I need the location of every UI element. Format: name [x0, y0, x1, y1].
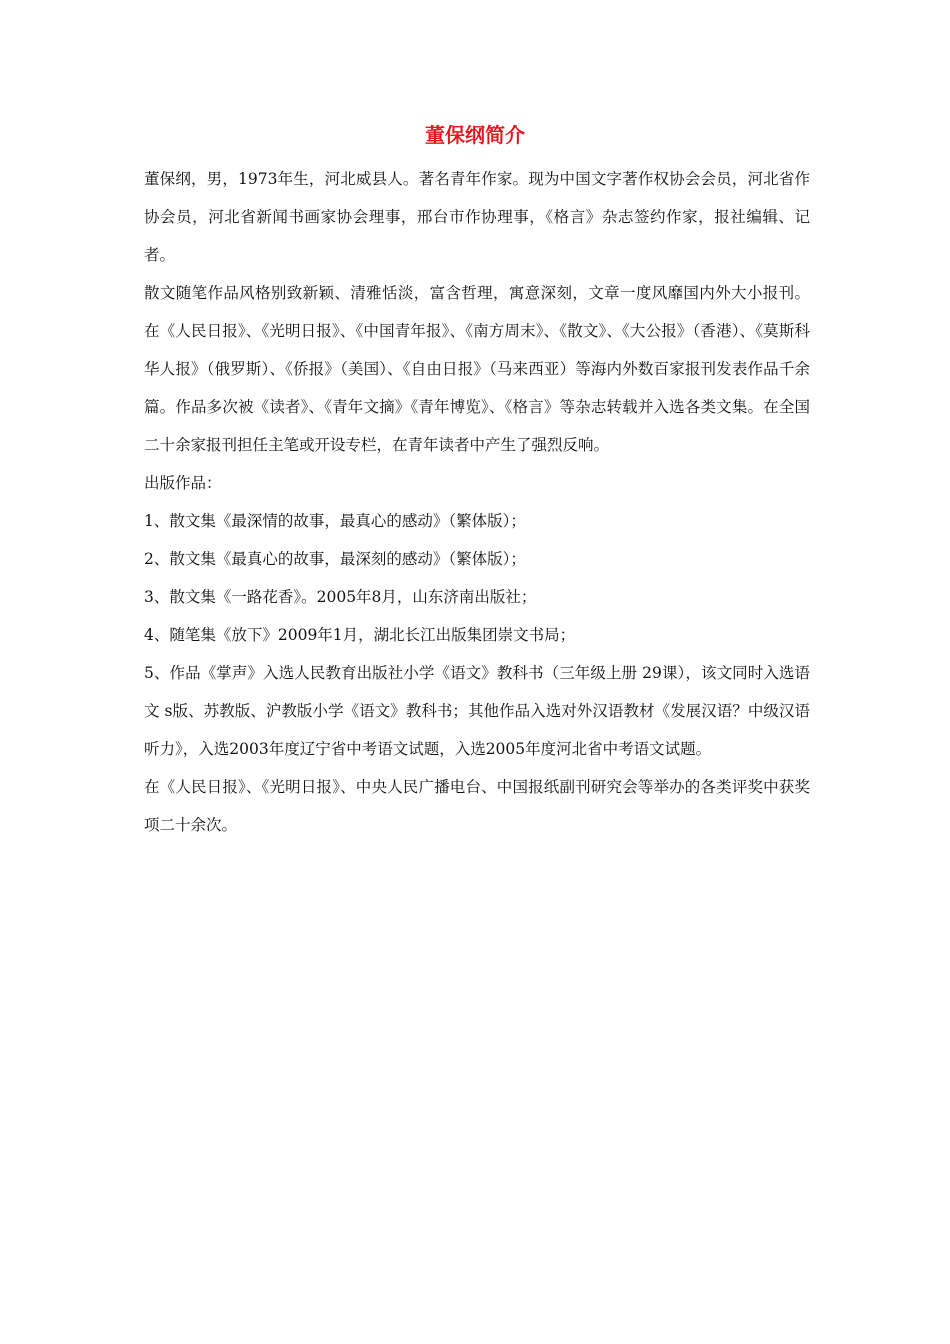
- list-item-publication-3: 3、散文集《一路花香》。2005年8月，山东济南出版社；: [144, 588, 537, 606]
- paragraph-intro: 董保纲，男，1973年生，河北威县人。著名青年作家。现为中国文字著作权协会会员，河北省作协会员，河北省新闻书画家协会理事，邢台市作协理事，《格言》杂志签约作家，报社编辑、记者。: [144, 170, 810, 264]
- list-item-publication-1: 1、散文集《最深情的故事，最真心的感动》（繁体版）；: [144, 512, 526, 530]
- document-body: [144, 160, 810, 844]
- list-item-publication-2: 2、散文集《最真心的故事，最深刻的感动》（繁体版）；: [144, 550, 526, 568]
- paragraph-awards: 在《人民日报》、《光明日报》、中央人民广播电台、中国报纸副刊研究会等举办的各类评奖中获奖项二十余次。: [144, 778, 810, 834]
- paragraph-style: 散文随笔作品风格别致新颖、清雅恬淡，富含哲理，寓意深刻，文章一度风靡国内外大小报刊。在《人民日报》、《光明日报》、《中国青年报》、《南方周末》、《散文》、《大公报》（香港）、《莫斯科华人报》（俄罗斯）、《侨报》（美国）、《自由日报》（马来西亚）等海内外数百家报刊发表作品千余篇。作品多次被《读者》、《青年文摘》《青年博览》、《格言》等杂志转载并入选各类文集。在全国二十余家报刊担任主笔或开设专栏，在青年读者中产生了强烈反响。: [144, 284, 810, 454]
- list-item-publication-4: 4、随笔集《放下》2009年1月，湖北长江出版集团崇文书局；: [144, 626, 576, 644]
- paragraph-publications-heading: 出版作品：: [144, 474, 222, 492]
- document-title: 董保纲简介: [425, 123, 525, 147]
- list-item-publication-5: 5、作品《掌声》入选人民教育出版社小学《语文》教科书（三年级上册 29课），该文同时入选语文 s版、苏教版、沪教版小学《语文》教科书；其他作品入选对外汉语教材《发展汉语？中级汉语听力》，入选2003年度辽宁省中考语文试题，入选2005年度河北省中考语文试题。: [144, 664, 810, 758]
